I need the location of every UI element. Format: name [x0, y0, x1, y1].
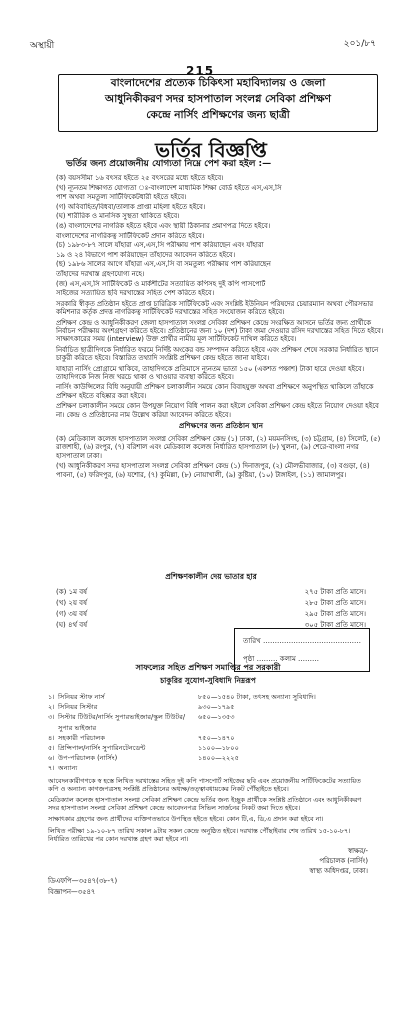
stipend-year: (খ) ২য় বর্ষ: [56, 599, 87, 607]
post-name: সিনিয়র স্টাফ নার্স: [58, 693, 105, 701]
body-paragraph: প্রশিক্ষণ কেন্দ্র ও আধুনিকীকরণ জেলা হাসপাতাল সংলগ্ন সেবিকা প্রশিক্ষণ কেন্দ্রে সংরক্ষিত আসনে ভর্তির জন্য প্রার্থীকে নির্বাচন পরীক্ষায় অংশগ্রহণ করিতে হইবে। প্রতিষ্ঠানের জন্য ১০ (দশ) টাকা জমা দেওয়ার রসিদ দরখাস্তের সহিত দিতে হইবে। সাক্ষাৎকারের সময় (interview) উক্ত প্রার্থীর নামীয় মূল সার্টিফিকেট দাখিল করিতে হইবে।: [56, 318, 384, 344]
instruction-paragraph: সাক্ষাৎকার গ্রহণের জন্য প্রার্থীদের ব্যক্তিগতভাবে উপস্থিত হইতে হইবে। কোন টি,এ, ডি,এ প্রদান করা হইবে না।: [48, 815, 324, 824]
list-item: পাশ অথবা সমতুল্য সার্টিফিকেটধারী হইতে হইবে।: [56, 193, 187, 202]
stipend-rate: ২৭৫ টাকা প্রতি মাসে।: [304, 588, 366, 596]
pay-scale: ৯৩০—১৭৯৫: [198, 703, 235, 712]
row-number: ২।: [48, 703, 55, 712]
list-item: (খ) ন্যূনতম শিক্ষাগত যোগ্যতা ঃ-বাংলাদেশ মাধ্যমিক শিক্ষা বোর্ড হইতে এস,এস,সি: [56, 183, 282, 192]
record-page-label: পৃষ্ঠা: [243, 655, 255, 663]
list-item: (জ) এস,এস,সি সার্টিফিকেট ও মার্কশীটের সত্যায়িত কপিসহ দুই কপি পাসপোর্ট: [56, 279, 266, 288]
instruction-paragraph: মেডিক্যাল কলেজ হাসপাতাল সংলগ্ন সেবিকা প্রশিক্ষণ কেন্দ্রে ভর্তির জন্য ইচ্ছুক প্রার্থীকে সংশ্লিষ্ট প্রতিষ্ঠানে এবং আধুনিকীকরণ সদর হাসপাতাল সংলগ্ন সেবিকা প্রশিক্ষণ কেন্দ্রে আবেদনপত্র সিভিল সার্জনের নিকট জমা দিতে হইবে।: [48, 796, 362, 813]
signature-line: পরিচালক (নার্সিং): [319, 857, 368, 866]
row-number: ১।: [48, 693, 55, 701]
signature-line: স্বাক্ষর/-: [347, 847, 368, 856]
row-number: ৩।: [48, 713, 55, 722]
pay-scale-table: [48, 692, 368, 774]
body-paragraph: নার্সিং কাউন্সিলের বিধি অনুযায়ী প্রশিক্ষণ চলাকালীন সময়ে কোন বিবাহযুক্ত অথবা প্রশিক্ষণে অনুপস্থিত থাকিলে তাঁহাকে প্রশিক্ষণ হইতে বহিষ্কার করা হইবে।: [56, 383, 374, 400]
table-row: [48, 702, 368, 712]
post-name: উপ-পরিচালক (নার্সিং): [58, 754, 118, 763]
signature-block: [48, 846, 368, 876]
page-number: 215: [186, 64, 215, 78]
post-name: প্রিন্সিপাল/নার্সিং সুপারিনটেনডেন্ট: [58, 744, 146, 753]
record-date: তারিখ ……………………………………: [243, 637, 361, 645]
footer-code: বিজ্ঞাপন—৩৫৪৭: [48, 888, 96, 897]
stipend-rate: ২৮৫ টাকা প্রতি মাসে।: [304, 599, 366, 607]
post-name: সিস্টার টিউটর/নার্সিং সুপারভাইজার/স্কুল টিউটর/সুপার ভাইজার: [58, 713, 186, 732]
eligibility-intro: ভর্তির জন্য প্রয়োজনীয় যোগ্যতা নিম্নে পেশ করা হইল :—: [66, 159, 272, 169]
stipend-table: [56, 572, 366, 631]
centers-paragraph: (খ) আধুনিকীকরণ সদর হাসপাতাল সংলগ্ন সেবিকা প্রশিক্ষণ কেন্দ্র (১) দিনাজপুর, (২) মৌলভীবাজার, (৩) বগুড়া, (৪) পাবনা, (৫) ফরিদপুর, (৬) যশোর, (৭) কুমিল্লা, (৮) নোয়াখালী, (৯) কুষ্টিয়া, (১০) টাঙ্গাইল, (১১) জামালপুর।: [56, 462, 370, 479]
pay-scale: ১১০০—১৮০০: [198, 744, 239, 753]
record-date-label: তারিখ: [243, 637, 261, 645]
pay-scale: ৭৫০—১৪৭০: [198, 733, 235, 742]
list-item: (ঘ) শারীরিক ও মানসিক সুস্থতা থাকিতে হইবে।: [56, 212, 180, 221]
table-row: [48, 763, 368, 773]
advertisement-upper-sheet: [6, 24, 390, 663]
eligibility-list: [56, 174, 386, 481]
table-row: [56, 598, 366, 609]
body-paragraph: প্রশিক্ষণ চলাকালীন সময়ে কোন উপযুক্ত নিয়োগ বিধি পালন করা হইলে সেবিকা প্রশিক্ষণ কেন্দ্র হইতে নিয়োগ দেওয়া হইবে না। কেন্দ্র ও প্রতিষ্ঠানের নাম উল্লেখ করিয়া আবেদন করিতে হইবে।: [56, 402, 379, 419]
body-paragraph: নির্বাচিত ছাত্রীদিগকে নির্ধারিত ফরমে নির্দিষ্ট অংকের বন্ড সম্পাদন করিতে হইবে এবং প্রশিক্ষণ শেষে সরকার নির্ধারিত স্থানে চাকুরী করিতে হইবে। বিস্তারিত তথ্যাদি সংশ্লিষ্ট প্রশিক্ষণ কেন্দ্র হইতে জানা যাইবে।: [56, 345, 379, 363]
pay-scale: ৬৫০—১৩৫৩: [198, 713, 235, 722]
post-name: সহকারী পরিচালক: [58, 733, 105, 742]
signature-line: স্বাস্থ্য অধিদপ্তর, ঢাকা।: [309, 867, 368, 876]
benefits-heading: সাফল্যের সহিত প্রশিক্ষণ সমাপ্তির পর সরকারী: [135, 663, 281, 672]
list-item: বাংলাদেশের নাগরিকত্ব সার্টিফিকেট প্রদান করিতে হইবে।: [56, 231, 205, 240]
body-paragraph: সরকারি স্বীকৃত প্রতিষ্ঠান হইতে প্রাপ্ত চারিত্রিক সার্টিফিকেট এবং সংশ্লিষ্ট ইউনিয়ন পরিষদের চেয়ারম্যান অথবা পৌরসভার কমিশনার কর্তৃক প্রদত্ত নাগরিকত্ব সার্টিফিকেট দরখাস্তের সহিত সংযোজন করিতে হইবে।: [56, 299, 374, 317]
notice-title: ভর্তির বিজ্ঞপ্তি: [155, 138, 267, 162]
list-item: (চ) ১৯৮৩-৮৭ সালে যাঁহারা এস,এস,সি পরীক্ষায় পাশ করিয়াছেন এবং যাঁহারা: [56, 241, 264, 250]
table-row: [48, 733, 368, 743]
pay-scale: ১৪০০—২২২৫: [198, 754, 239, 763]
post-name: অন্যান্য: [58, 764, 78, 773]
list-item: (ক) বয়সসীমা ১৬ বৎসর হইতে ২৫ বৎসরের মধ্যে হইতে হইবে।: [56, 174, 224, 182]
table-row: [48, 743, 368, 753]
stipend-year: (ঘ) ৪র্থ বর্ষ: [56, 621, 88, 629]
header-box: [58, 74, 378, 132]
footer-codes: [48, 876, 368, 898]
pay-scale: ৮৫০—১৫৪০ টাকা, তৎসহ অন্যান্য সুবিধাদি।: [198, 693, 316, 701]
list-item: তাঁহাদের দরখাস্ত গ্রহণযোগ্য নহে।: [56, 269, 145, 278]
pay-scale: [198, 763, 368, 773]
header-line-1: বাংলাদেশের প্রত্যেক চিকিৎসা মহাবিদ্যালয় ও জেলা: [110, 77, 326, 89]
centers-heading: প্রশিক্ষণের জন্য প্রতিষ্ঠান স্থান: [179, 421, 263, 430]
list-item: ১৯ ও ২৪ বিভাগে পাশ করিয়াছেন তাঁহাদের আবেদন করিতে হইবে।: [56, 250, 236, 259]
list-item: (গ) অবিবাহিত/বিধবা/তালাক প্রাপ্তা মহিলা হইতে হইবে।: [56, 202, 206, 211]
advertisement-lower-sheet: [48, 662, 368, 1010]
post-name: সিনিয়র সিস্টার: [58, 703, 98, 712]
stipend-rate: ২৯৫ টাকা প্রতি মাসে।: [304, 610, 366, 618]
centers-paragraph: (ক) মেডিক্যাল কলেজ হাসপাতাল সংলগ্ন সেবিকা প্রশিক্ষণ কেন্দ্র (১) ঢাকা, (২) ময়মনসিংহ, (৩) চট্টগ্রাম, (৪) সিলেট, (৫) রাজশাহী, (৬) রংপুর, (৭) বরিশাল এবং মেডিক্যাল কলেজ নির্ধারিত হাসপাতাল (৮) খুলনা, (৯) শেরে-বাংলা নগর হাসপাতাল ঢাকা।: [56, 435, 381, 460]
record-page: পৃষ্ঠা ……… কলাম ………: [243, 655, 320, 663]
instruction-paragraph: লিখিত পরীক্ষা ১৯-১০-৮৭ তারিখ সকাল ৯টায় সকল কেন্দ্রে অনুষ্ঠিত হইবে। দরখাস্ত পৌঁছাইবার শেষ তারিখ ১৫-১০-৮৭। নির্ধারিত তারিখের পর কোন দরখাস্ত গ্রহণ করা হইবে না।: [48, 826, 351, 843]
list-item: (ঙ) বাংলাদেশের নাগরিক হইতে হইবে এবং স্থায়ী ঠিকানার প্রমাণপত্র দিতে হইবে।: [56, 221, 271, 230]
corner-mark-left: অস্থায়ী: [30, 41, 55, 51]
row-number: ৭।: [48, 764, 55, 773]
benefits-subheading: চাকুরির সুযোগ-সুবিধাদি নিম্নরূপ: [160, 676, 256, 685]
body-paragraph: যাহারা নার্সিং প্রোগ্রামে থাকিবে, তাহাদিগকে প্রতিমাসে ন্যূনতম ভাতা ১৫০ (একশত পঞ্চাশ) টাকা হারে দেওয়া হইবে। তাহাদিগকে নিজ নিজ খরচে থাকা ও খাওয়ার ব্যবস্থা করিতে হইবে।: [56, 364, 365, 381]
stipend-year: (গ) ৩য় বর্ষ: [56, 610, 87, 618]
instruction-paragraph: আবেদনকারীগণকে স্ব হস্তে লিখিত দরখাস্তের সহিত দুই কপি পাসপোর্ট সাইজের ছবি এবং প্রয়োজনীয় সার্টিফিকেটের সত্যায়িত কপি ও অন্যান্য কাগজপত্রসহ সংশ্লিষ্ট প্রতিষ্ঠানের অধ্যক্ষ/তত্ত্বাবধায়কের নিকট পৌঁছাইতে হইবে।: [48, 776, 361, 793]
row-number: ৫।: [48, 744, 55, 753]
stipend-rate: ৩০৫ টাকা প্রতি মাসে।: [304, 621, 366, 629]
table-row: [56, 587, 366, 598]
corner-mark-right: ২০১/৮৭: [343, 39, 376, 49]
stipend-heading: প্রশিক্ষণকালীন দেয় ভাতার হার: [165, 572, 257, 581]
row-number: ৬।: [48, 754, 55, 763]
table-row: [48, 692, 368, 702]
row-number: ৪।: [48, 733, 55, 742]
record-column-label: কলাম: [279, 655, 296, 663]
list-item: সাইজের সত্যায়িত ছবি দরখাস্তের সহিত পেশ করিতে হইবে।: [56, 289, 215, 298]
table-row: [48, 712, 368, 732]
table-row: [56, 609, 366, 620]
list-item: (ছ) ১৯৮৬ সালের আগে যাঁহারা এস,এস,সি বা সমতুল্য পরীক্ষায় পাশ করিয়াছেন: [56, 260, 271, 269]
header-line-2: আধুনিকীকরণ সদর হাসপাতাল সংলগ্ন সেবিকা প্রশিক্ষণ: [104, 93, 332, 105]
table-row: [48, 753, 368, 763]
stipend-year: (ক) ১ম বর্ষ: [56, 588, 87, 596]
footer-code: ডিএফপি—৩৫৪৭(৩৮-৭): [48, 877, 118, 886]
header-line-3: কেন্দ্রে নার্সিং প্রশিক্ষণের জন্য ছাত্রী: [146, 109, 290, 121]
